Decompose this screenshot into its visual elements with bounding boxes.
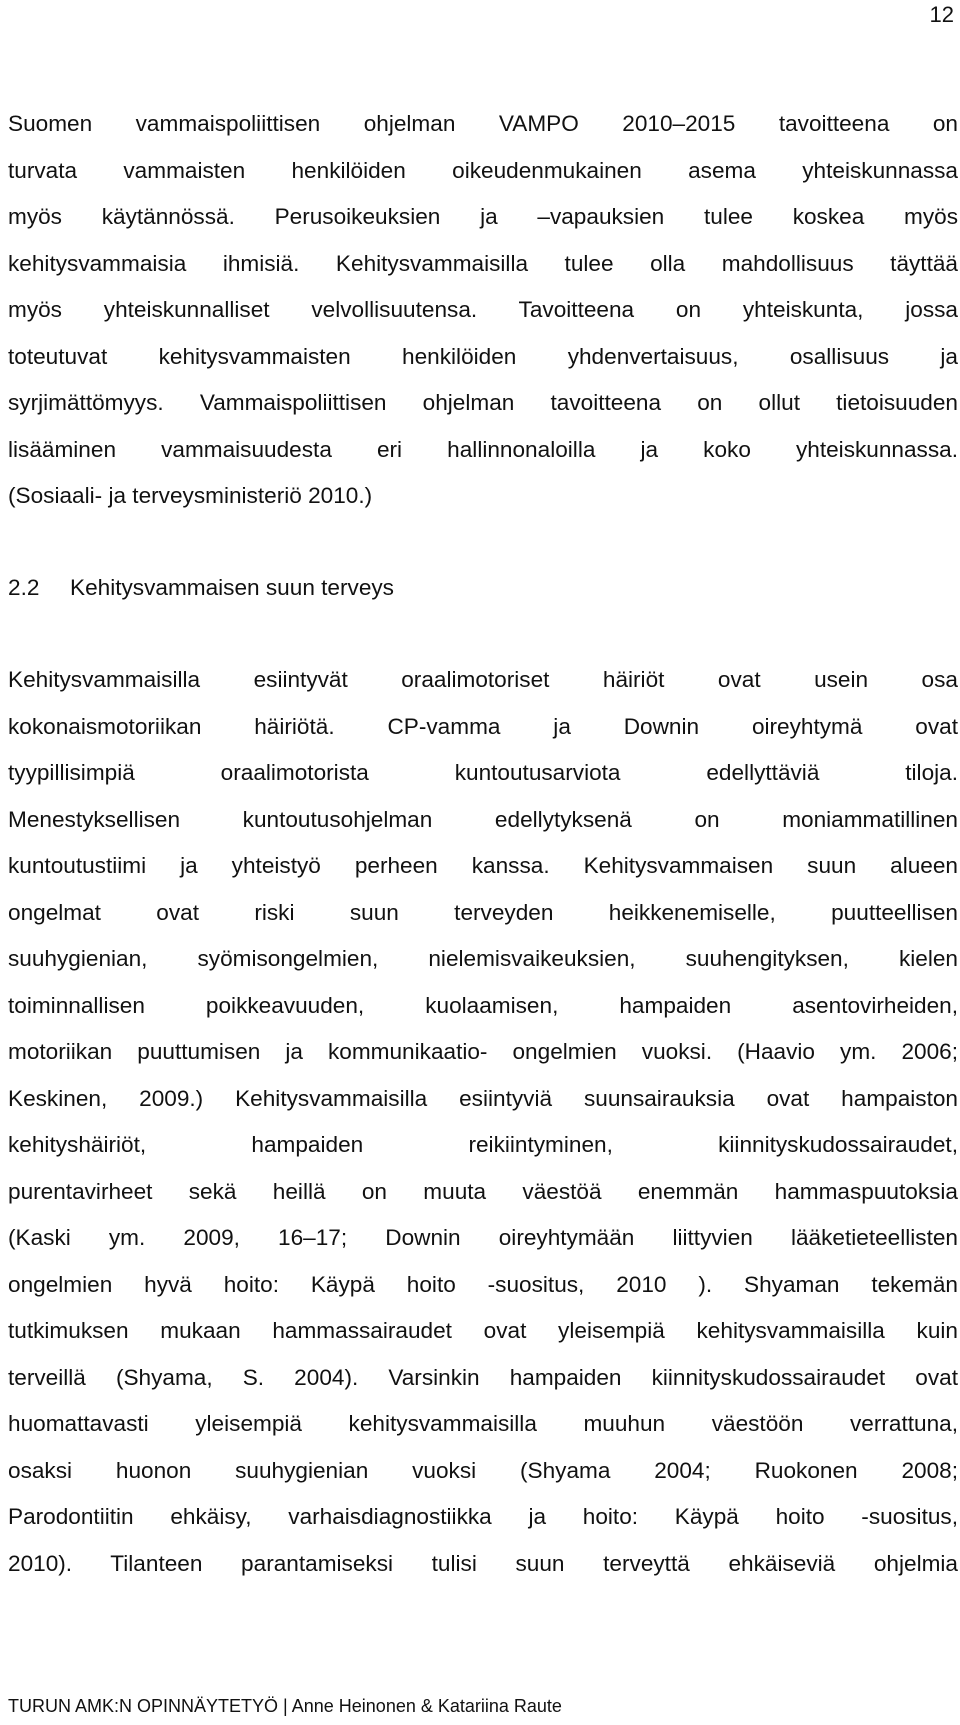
footer-authors: Anne Heinonen & Katariina Raute [291, 1696, 562, 1716]
text-line: Kehitysvammaisilla esiintyvät oraalimotoriset häiriöt ovat usein osa [8, 667, 958, 692]
text-line: tyypillisimpiä oraalimotorista kuntoutusarviota edellyttäviä tiloja. [8, 760, 958, 785]
body-paragraph-1 [8, 101, 958, 520]
page-number: 12 [929, 2, 954, 27]
text-line: ongelmien hyvä hoito: Käypä hoito -suositus, 2010 ). Shyaman tekemän [8, 1271, 958, 1297]
section-heading [8, 565, 394, 611]
text-line: Keskinen, 2009.) Kehitysvammaisilla esiintyviä suunsairauksia ovat hampaiston [8, 1085, 958, 1111]
text-line: kokonaismotoriikan häiriötä. CP-vamma ja Downin oireyhtymä ovat [8, 713, 958, 739]
footer-institution: TURUN AMK:N OPINNÄYTETYÖ [8, 1696, 279, 1716]
text-line: Parodontiitin ehkäisy, varhaisdiagnostiikka ja hoito: Käypä hoito -suositus, [8, 1504, 958, 1529]
text-line: myös yhteiskunnalliset velvollisuutensa. Tavoitteena on yhteiskunta, jossa [8, 297, 958, 322]
text-line: Menestyksellisen kuntoutusohjelman edellytyksenä on moniammatillinen [8, 806, 958, 832]
body-paragraph-2 [8, 657, 958, 1587]
text-line: kehitysvammaisia ihmisiä. Kehitysvammaisilla tulee olla mahdollisuus täyttää [8, 250, 958, 276]
section-number: 2.2 [8, 575, 40, 600]
text-line: lisääminen vammaisuudesta eri hallinnonaloilla ja koko yhteiskunnassa. [8, 436, 958, 462]
text-line: huomattavasti yleisempiä kehitysvammaisilla muuhun väestöön verrattuna, [8, 1411, 958, 1436]
text-line: kuntoutustiimi ja yhteistyö perheen kanssa. Kehitysvammaisen suun alueen [8, 853, 958, 878]
text-line: toiminnallisen poikkeavuuden, kuolaamisen, hampaiden asentovirheiden, [8, 992, 958, 1018]
text-line: (Kaski ym. 2009, 16–17; Downin oireyhtymään liittyvien lääketieteellisten [8, 1225, 958, 1250]
text-line: syrjimättömyys. Vammaispoliittisen ohjelman tavoitteena on ollut tietoisuuden [8, 390, 958, 415]
text-line: turvata vammaisten henkilöiden oikeudenmukainen asema yhteiskunnassa [8, 157, 958, 183]
text-line: tutkimuksen mukaan hammassairaudet ovat yleisempiä kehitysvammaisilla kuin [8, 1318, 958, 1343]
text-line: ongelmat ovat riski suun terveyden heikkenemiselle, puutteellisen [8, 899, 958, 925]
page-footer [8, 1695, 562, 1717]
text-line: Suomen vammaispoliittisen ohjelman VAMPO 2010–2015 tavoitteena on [8, 111, 958, 136]
text-line: suuhygienian, syömisongelmien, nielemisvaikeuksien, suuhengityksen, kielen [8, 946, 958, 971]
text-line: toteutuvat kehitysvammaisten henkilöiden yhdenvertaisuus, osallisuus ja [8, 343, 958, 369]
section-title: Kehitysvammaisen suun terveys [70, 575, 394, 600]
text-line: terveillä (Shyama, S. 2004). Varsinkin hampaiden kiinnityskudossairaudet ovat [8, 1364, 958, 1390]
text-line: 2010). Tilanteen parantamiseksi tulisi suun terveyttä ehkäiseviä ohjelmia [8, 1550, 958, 1576]
text-line: myös käytännössä. Perusoikeuksien ja –vapauksien tulee koskea myös [8, 204, 958, 229]
text-line: kehityshäiriöt, hampaiden reikiintyminen, kiinnityskudossairaudet, [8, 1132, 958, 1157]
text-line: motoriikan puuttumisen ja kommunikaatio- ongelmien vuoksi. (Haavio ym. 2006; [8, 1039, 958, 1064]
text-line: (Sosiaali- ja terveysministeriö 2010.) [8, 483, 373, 508]
footer-separator: | [283, 1696, 288, 1716]
text-line: osaksi huonon suuhygienian vuoksi (Shyama 2004; Ruokonen 2008; [8, 1457, 958, 1483]
text-line: purentavirheet sekä heillä on muuta väestöä enemmän hammaspuutoksia [8, 1178, 958, 1204]
